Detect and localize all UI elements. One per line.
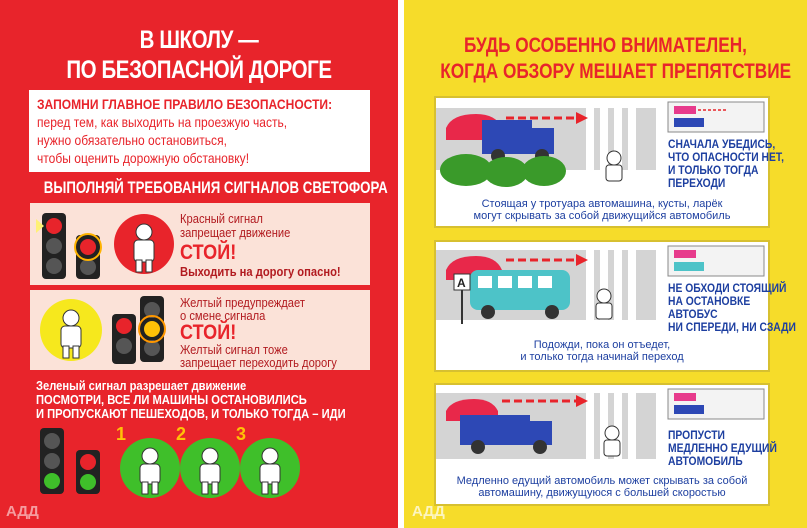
right-title-line1: БУДЬ ОСОБЕННО ВНИМАТЕЛЕН, — [464, 34, 747, 57]
scene1-advice-2: ЧТО ОПАСНОСТИ НЕТ, — [668, 150, 785, 164]
scene-parked-car — [434, 96, 785, 228]
scene1-caption2: могут скрывать за собой движущийся автомобиль — [473, 210, 731, 222]
left-title-line1: В ШКОЛУ — — [139, 26, 259, 54]
signals-title: ВЫПОЛНЯЙ ТРЕБОВАНИЯ СИГНАЛОВ СВЕТОФОРА — [43, 178, 388, 197]
scene1-advice-4: ПЕРЕХОДИ — [668, 176, 726, 190]
scene3-advice-2: МЕДЛЕННО ЕДУЩИЙ — [668, 441, 777, 455]
bus-stop-sign-letter: А — [457, 276, 466, 290]
red-signal-card — [30, 203, 370, 285]
left-watermark: АДД — [6, 503, 39, 520]
rule-line-2: перед тем, как выходить на проезжую часть, — [37, 114, 288, 130]
scene-bus-stop — [434, 240, 796, 372]
scene-slow-vehicle — [434, 383, 777, 506]
yellow-stop: СТОЙ! — [180, 321, 237, 344]
step-number-2: 2 — [176, 424, 187, 444]
traffic-light-green-icon — [34, 422, 114, 500]
yellow-line1: Желтый предупреждает — [180, 295, 305, 310]
left-title-line2: ПО БЕЗОПАСНОЙ ДОРОГЕ — [66, 56, 332, 84]
step-number-3: 3 — [236, 424, 247, 444]
scene2-advice-2: НА ОСТАНОВКЕ — [668, 294, 751, 308]
scene3-caption1: Медленно едущий автомобиль может скрывать за собой — [456, 475, 748, 487]
stopped-child-yellow-icon — [38, 297, 104, 363]
yellow-line3: Желтый сигнал тоже — [180, 342, 288, 357]
scene3-caption2: автомашину, движущуюся с большей скоростью — [478, 487, 726, 499]
rule-line-3: нужно обязательно остановиться, — [37, 132, 227, 148]
scene2-caption1: Подожди, пока он отъедет, — [533, 339, 671, 351]
scene1-advice-3: И ТОЛЬКО ТОГДА — [668, 163, 759, 177]
safety-rule-box — [29, 90, 370, 172]
green-line3: И ПРОПУСКАЮТ ПЕШЕХОДОВ, И ТОЛЬКО ТОГДА – ИДИ — [36, 406, 346, 421]
red-stop: СТОЙ! — [180, 241, 237, 264]
scene2-advice-3: АВТОБУС — [668, 307, 718, 321]
stopped-child-red-icon — [112, 212, 176, 276]
red-line1: Красный сигнал — [180, 211, 263, 226]
green-step-3 — [232, 426, 304, 498]
step-number-1: 1 — [116, 424, 127, 444]
traffic-light-yellow-icon — [106, 292, 176, 368]
scene1-advice-1: СНАЧАЛА УБЕДИСЬ, — [668, 137, 776, 151]
traffic-light-red-icon — [34, 205, 114, 285]
red-line2: запрещает движение — [180, 225, 291, 240]
yellow-line2: о смене сигнала — [180, 308, 266, 323]
right-watermark: АДД — [412, 503, 445, 520]
scene3-advice-1: ПРОПУСТИ — [668, 428, 725, 442]
green-line1: Зеленый сигнал разрешает движение — [36, 378, 247, 393]
right-title-line2: КОГДА ОБЗОРУ МЕШАЕТ ПРЕПЯТСТВИЕ — [440, 60, 792, 83]
rule-line-4: чтобы оценить дорожную обстановку! — [37, 150, 250, 166]
scene3-advice-3: АВТОМОБИЛЬ — [668, 454, 743, 468]
scene1-caption1: Стоящая у тротуара автомашина, кусты, ларёк — [481, 198, 723, 210]
scene2-advice-4: НИ СПЕРЕДИ, НИ СЗАДИ — [668, 320, 796, 334]
scene2-caption2: и только тогда начинай переход — [520, 351, 684, 363]
scene2-advice-1: НЕ ОБХОДИ СТОЯЩИЙ — [668, 281, 787, 295]
rule-line-1: ЗАПОМНИ ГЛАВНОЕ ПРАВИЛО БЕЗОПАСНОСТИ: — [37, 96, 333, 112]
green-line2: ПОСМОТРИ, ВСЕ ЛИ МАШИНЫ ОСТАНОВИЛИСЬ — [36, 392, 307, 407]
yellow-signal-card — [30, 290, 370, 370]
red-warn: Выходить на дорогу опасно! — [180, 264, 341, 279]
yellow-line4: запрещает переходить дорогу — [180, 355, 337, 370]
